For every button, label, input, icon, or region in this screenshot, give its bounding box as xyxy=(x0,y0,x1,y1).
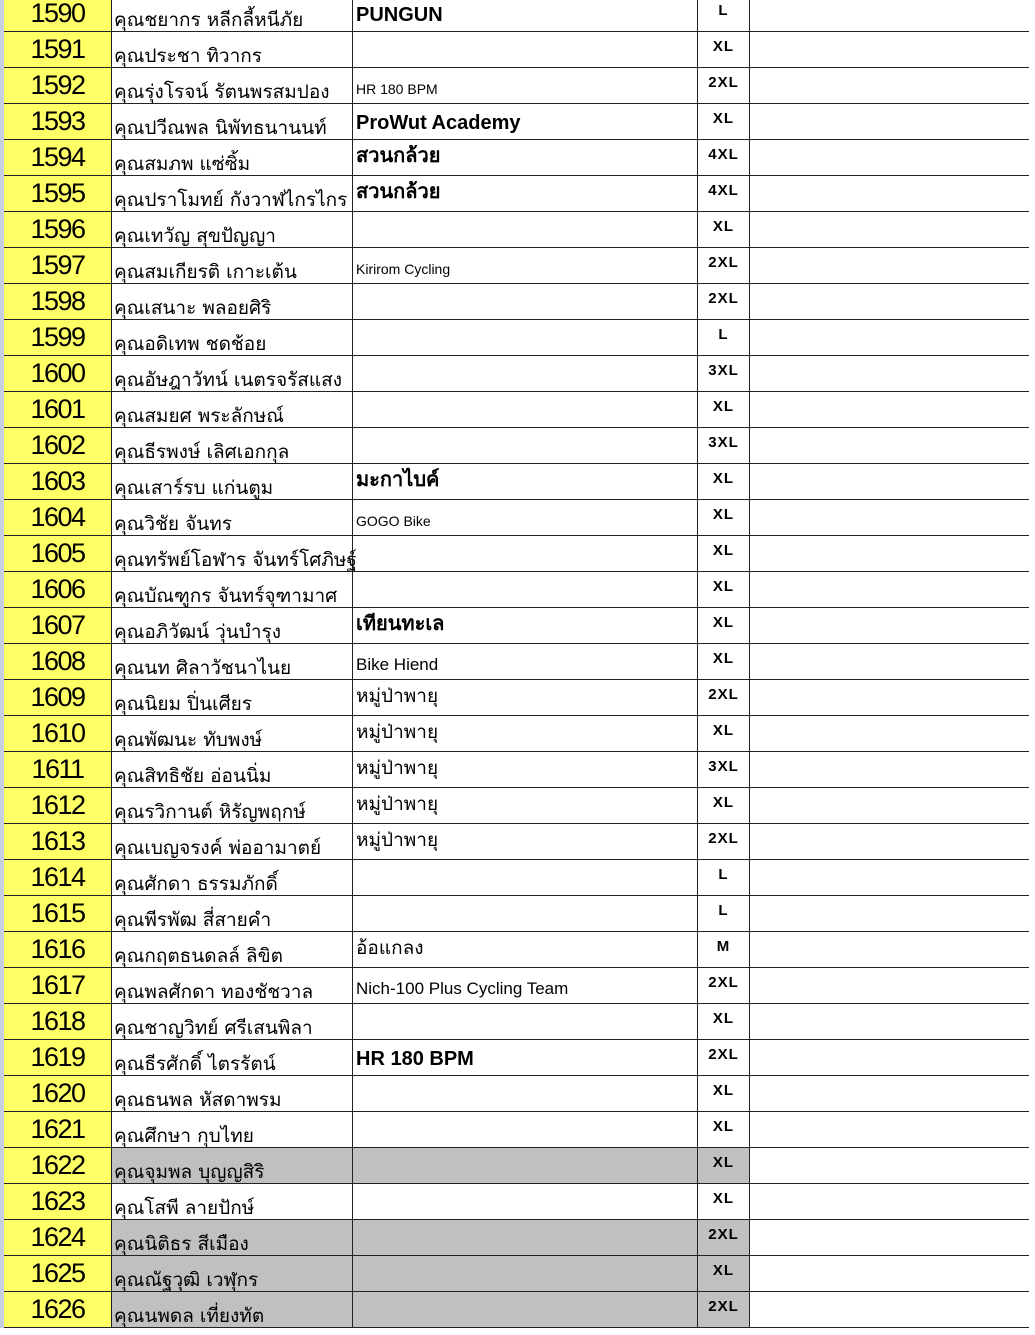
empty-cell[interactable] xyxy=(750,212,1025,247)
table-row xyxy=(4,644,1029,680)
row-number-cell[interactable]: 1597 xyxy=(4,248,112,283)
team-cell[interactable] xyxy=(353,1076,698,1111)
row-number-cell[interactable]: 1615 xyxy=(4,896,112,931)
table-row xyxy=(4,1004,1029,1040)
team-cell[interactable] xyxy=(353,392,698,427)
table-row xyxy=(4,608,1029,644)
row-number-cell[interactable]: 1626 xyxy=(4,1292,112,1327)
table-row xyxy=(4,284,1029,320)
name-cell[interactable]: คุณกฤตธนดลล์ ลิขิต xyxy=(112,932,353,967)
row-number-cell[interactable]: 1600 xyxy=(4,356,112,391)
name-cell[interactable]: คุณปราโมทย์ กังวาฬไกรไกร xyxy=(112,176,353,211)
team-cell[interactable]: เทียนทะเล xyxy=(353,608,698,643)
team-cell[interactable] xyxy=(353,320,698,355)
table-row xyxy=(4,1076,1029,1112)
row-number-cell[interactable]: 1592 xyxy=(4,68,112,103)
table-row xyxy=(4,752,1029,788)
name-cell[interactable]: คุณทรัพย์โอฬาร จันทร์โศภิษฐ์ xyxy=(112,536,353,571)
table-row xyxy=(4,104,1029,140)
size-cell[interactable]: 3XL xyxy=(698,752,750,787)
team-cell[interactable]: HR 180 BPM xyxy=(353,68,698,103)
team-cell[interactable]: ProWut Academy xyxy=(353,104,698,139)
size-cell[interactable]: XL xyxy=(698,212,750,247)
empty-cell[interactable] xyxy=(750,140,1025,175)
row-number-cell[interactable]: 1605 xyxy=(4,536,112,571)
empty-cell[interactable] xyxy=(750,896,1025,931)
size-cell[interactable]: XL xyxy=(698,500,750,535)
name-cell[interactable]: คุณประชา ทิวากร xyxy=(112,32,353,67)
empty-cell[interactable] xyxy=(750,104,1025,139)
name-cell[interactable]: คุณชยากร หลีกลี้หนีภัย xyxy=(112,0,353,31)
table-row xyxy=(4,788,1029,824)
table-row xyxy=(4,536,1029,572)
team-cell[interactable] xyxy=(353,896,698,931)
name-cell[interactable]: คุณศึกษา กุบไทย xyxy=(112,1112,353,1147)
size-cell[interactable]: XL xyxy=(698,716,750,751)
name-cell[interactable]: คุณศักดา ธรรมภักดิ์ xyxy=(112,860,353,895)
name-cell[interactable]: คุณพีรพัฒ สี่สายคำ xyxy=(112,896,353,931)
size-cell[interactable]: L xyxy=(698,896,750,931)
row-number-cell[interactable]: 1594 xyxy=(4,140,112,175)
empty-cell[interactable] xyxy=(750,428,1025,463)
row-number-cell[interactable]: 1599 xyxy=(4,320,112,355)
name-cell[interactable]: คุณณัฐวุฒิ เวฬุกร xyxy=(112,1256,353,1291)
name-cell[interactable]: คุณปวีณพล นิพัทธนานนท์ xyxy=(112,104,353,139)
row-number-cell[interactable]: 1606 xyxy=(4,572,112,607)
row-number-cell[interactable]: 1616 xyxy=(4,932,112,967)
empty-cell[interactable] xyxy=(750,320,1025,355)
table-row xyxy=(4,1112,1029,1148)
table-row xyxy=(4,392,1029,428)
row-number-cell[interactable]: 1604 xyxy=(4,500,112,535)
name-cell[interactable]: คุณวิชัย จันทร xyxy=(112,500,353,535)
table-row xyxy=(4,248,1029,284)
table-row xyxy=(4,176,1029,212)
table-row xyxy=(4,860,1029,896)
size-cell[interactable]: XL xyxy=(698,788,750,823)
row-number-cell[interactable]: 1622 xyxy=(4,1148,112,1183)
empty-cell[interactable] xyxy=(750,0,1025,31)
size-cell[interactable]: XL xyxy=(698,32,750,67)
table-row xyxy=(4,32,1029,68)
team-cell[interactable] xyxy=(353,32,698,67)
table-row xyxy=(4,968,1029,1004)
row-number-cell[interactable]: 1595 xyxy=(4,176,112,211)
table-row xyxy=(4,212,1029,248)
table-row xyxy=(4,500,1029,536)
row-number-cell[interactable]: 1614 xyxy=(4,860,112,895)
team-cell[interactable]: หมู่ป่าพายุ xyxy=(353,788,698,823)
row-number-cell[interactable]: 1591 xyxy=(4,32,112,67)
name-cell[interactable]: คุณธีรศักดิ์ ไตรรัตน์ xyxy=(112,1040,353,1075)
team-cell[interactable] xyxy=(353,572,698,607)
name-cell[interactable]: คุณโสพี ลายปักษ์ xyxy=(112,1184,353,1219)
name-cell[interactable]: คุณจุมพล บุญญสิริ xyxy=(112,1148,353,1183)
team-cell[interactable] xyxy=(353,356,698,391)
team-cell[interactable] xyxy=(353,1292,698,1327)
table-row xyxy=(4,896,1029,932)
table-row xyxy=(4,356,1029,392)
size-cell[interactable]: 2XL xyxy=(698,1040,750,1075)
table-row xyxy=(4,1040,1029,1076)
table-row xyxy=(4,680,1029,716)
team-cell[interactable] xyxy=(353,428,698,463)
name-cell[interactable]: คุณนิติธร สีเมือง xyxy=(112,1220,353,1255)
row-number-cell[interactable]: 1623 xyxy=(4,1184,112,1219)
name-cell[interactable]: คุณอดิเทพ ชดช้อย xyxy=(112,320,353,355)
empty-cell[interactable] xyxy=(750,1256,1025,1291)
size-cell[interactable]: XL xyxy=(698,464,750,499)
row-number-cell[interactable]: 1602 xyxy=(4,428,112,463)
row-number-cell[interactable]: 1610 xyxy=(4,716,112,751)
row-number-cell[interactable]: 1612 xyxy=(4,788,112,823)
team-cell[interactable] xyxy=(353,1148,698,1183)
size-cell[interactable]: 2XL xyxy=(698,680,750,715)
name-cell[interactable]: คุณรวิกานต์ หิรัญพฤกษ์ xyxy=(112,788,353,823)
row-number-cell[interactable]: 1625 xyxy=(4,1256,112,1291)
size-cell[interactable]: L xyxy=(698,860,750,895)
table-row xyxy=(4,1184,1029,1220)
row-number-cell[interactable]: 1598 xyxy=(4,284,112,319)
size-cell[interactable]: 4XL xyxy=(698,176,750,211)
row-number-cell[interactable]: 1618 xyxy=(4,1004,112,1039)
empty-cell[interactable] xyxy=(750,968,1025,1003)
size-cell[interactable]: 2XL xyxy=(698,248,750,283)
row-number-cell[interactable]: 1624 xyxy=(4,1220,112,1255)
row-number-cell[interactable]: 1608 xyxy=(4,644,112,679)
team-cell[interactable] xyxy=(353,860,698,895)
table-row xyxy=(4,824,1029,860)
name-cell[interactable]: คุณรุ่งโรจน์ รัตนพรสมปอง xyxy=(112,68,353,103)
size-cell[interactable]: XL xyxy=(698,104,750,139)
table-row xyxy=(4,0,1029,32)
team-cell[interactable]: หมู่ป่าพายุ xyxy=(353,752,698,787)
size-cell[interactable]: XL xyxy=(698,1148,750,1183)
team-cell[interactable]: หมู่ป่าพายุ xyxy=(353,680,698,715)
name-cell[interactable]: คุณบัณฑูกร จันทร์จุฑามาศ xyxy=(112,572,353,607)
empty-cell[interactable] xyxy=(750,572,1025,607)
team-cell[interactable]: Nich-100 Plus Cycling Team xyxy=(353,968,698,1003)
size-cell[interactable]: XL xyxy=(698,1004,750,1039)
empty-cell[interactable] xyxy=(750,176,1025,211)
name-cell[interactable]: คุณเสนาะ พลอยศิริ xyxy=(112,284,353,319)
name-cell[interactable]: คุณเสาร์รบ แก่นตูม xyxy=(112,464,353,499)
empty-cell[interactable] xyxy=(750,1076,1025,1111)
empty-cell[interactable] xyxy=(750,788,1025,823)
team-cell[interactable]: หมู่ป่าพายุ xyxy=(353,824,698,859)
team-cell[interactable]: Bike Hiend xyxy=(353,644,698,679)
empty-cell[interactable] xyxy=(750,284,1025,319)
table-row xyxy=(4,464,1029,500)
name-cell[interactable]: คุณเทวัญ สุขปัญญา xyxy=(112,212,353,247)
empty-cell[interactable] xyxy=(750,1004,1025,1039)
empty-cell[interactable] xyxy=(750,680,1025,715)
name-cell[interactable]: คุณธนพล หัสดาพรม xyxy=(112,1076,353,1111)
empty-cell[interactable] xyxy=(750,356,1025,391)
team-cell[interactable]: PUNGUN xyxy=(353,0,698,31)
table-row xyxy=(4,1292,1029,1328)
team-cell[interactable] xyxy=(353,1256,698,1291)
name-cell[interactable]: คุณสิทธิชัย อ่อนนิ่ม xyxy=(112,752,353,787)
empty-cell[interactable] xyxy=(750,1040,1025,1075)
size-cell[interactable]: XL xyxy=(698,392,750,427)
empty-cell[interactable] xyxy=(750,716,1025,751)
empty-cell[interactable] xyxy=(750,860,1025,895)
row-number-cell[interactable]: 1596 xyxy=(4,212,112,247)
row-number-cell[interactable]: 1607 xyxy=(4,608,112,643)
name-cell[interactable]: คุณสมยศ พระลักษณ์ xyxy=(112,392,353,427)
team-cell[interactable] xyxy=(353,1184,698,1219)
table-row xyxy=(4,1148,1029,1184)
name-cell[interactable]: คุณสมเกียรติ เกาะเต้น xyxy=(112,248,353,283)
row-number-cell[interactable]: 1611 xyxy=(4,752,112,787)
size-cell[interactable]: 3XL xyxy=(698,356,750,391)
name-cell[interactable]: คุณเบญจรงค์ พ่ออามาตย์ xyxy=(112,824,353,859)
name-cell[interactable]: คุณสมภพ แซ่ซิ้ม xyxy=(112,140,353,175)
team-cell[interactable]: มะกาไบค์ xyxy=(353,464,698,499)
name-cell[interactable]: คุณอัษฎาวัทน์ เนตรจรัสแสง xyxy=(112,356,353,391)
empty-cell[interactable] xyxy=(750,824,1025,859)
size-cell[interactable]: XL xyxy=(698,1076,750,1111)
name-cell[interactable]: คุณพลศักดา ทองชัชวาล xyxy=(112,968,353,1003)
name-cell[interactable]: คุณธีรพงษ์ เลิศเอกกุล xyxy=(112,428,353,463)
row-number-cell[interactable]: 1621 xyxy=(4,1112,112,1147)
size-cell[interactable]: XL xyxy=(698,1256,750,1291)
table-row xyxy=(4,1256,1029,1292)
team-cell[interactable] xyxy=(353,212,698,247)
row-number-cell[interactable]: 1617 xyxy=(4,968,112,1003)
table-row xyxy=(4,140,1029,176)
empty-cell[interactable] xyxy=(750,68,1025,103)
size-cell[interactable]: L xyxy=(698,0,750,31)
empty-cell[interactable] xyxy=(750,536,1025,571)
empty-cell[interactable] xyxy=(750,752,1025,787)
empty-cell[interactable] xyxy=(750,1112,1025,1147)
empty-cell[interactable] xyxy=(750,32,1025,67)
table-row xyxy=(4,320,1029,356)
empty-cell[interactable] xyxy=(750,464,1025,499)
empty-cell[interactable] xyxy=(750,1292,1025,1327)
size-cell[interactable]: XL xyxy=(698,644,750,679)
row-number-cell[interactable]: 1601 xyxy=(4,392,112,427)
size-cell[interactable]: XL xyxy=(698,1184,750,1219)
name-cell[interactable]: คุณชาญวิทย์ ศรีเสนพิลา xyxy=(112,1004,353,1039)
table-row xyxy=(4,932,1029,968)
empty-cell[interactable] xyxy=(750,932,1025,967)
name-cell[interactable]: คุณนพดล เที่ยงทัต xyxy=(112,1292,353,1327)
row-number-cell[interactable]: 1609 xyxy=(4,680,112,715)
table-row xyxy=(4,1220,1029,1256)
empty-cell[interactable] xyxy=(750,1184,1025,1219)
size-cell[interactable]: M xyxy=(698,932,750,967)
team-cell[interactable]: GOGO Bike xyxy=(353,500,698,535)
row-number-cell[interactable]: 1593 xyxy=(4,104,112,139)
team-cell[interactable] xyxy=(353,1004,698,1039)
row-number-cell[interactable]: 1619 xyxy=(4,1040,112,1075)
name-cell[interactable]: คุณพัฒนะ ทับพงษ์ xyxy=(112,716,353,751)
size-cell[interactable]: 2XL xyxy=(698,1292,750,1327)
team-cell[interactable] xyxy=(353,1112,698,1147)
size-cell[interactable]: XL xyxy=(698,536,750,571)
size-cell[interactable]: 4XL xyxy=(698,140,750,175)
team-cell[interactable] xyxy=(353,536,698,571)
name-cell[interactable]: คุณอภิวัฒน์ วุ่นบำรุง xyxy=(112,608,353,643)
row-number-cell[interactable]: 1590 xyxy=(4,0,112,31)
table-row xyxy=(4,68,1029,104)
row-number-cell[interactable]: 1613 xyxy=(4,824,112,859)
empty-cell[interactable] xyxy=(750,1220,1025,1255)
table-row xyxy=(4,572,1029,608)
team-cell[interactable]: หมู่ป่าพายุ xyxy=(353,716,698,751)
size-cell[interactable]: 2XL xyxy=(698,284,750,319)
size-cell[interactable]: 2XL xyxy=(698,968,750,1003)
size-cell[interactable]: 3XL xyxy=(698,428,750,463)
team-cell[interactable]: อ้อแกลง xyxy=(353,932,698,967)
team-cell[interactable]: Kirirom Cycling xyxy=(353,248,698,283)
size-cell[interactable]: 2XL xyxy=(698,1220,750,1255)
size-cell[interactable]: XL xyxy=(698,608,750,643)
team-cell[interactable]: สวนกล้วย xyxy=(353,140,698,175)
team-cell[interactable] xyxy=(353,1220,698,1255)
table-row xyxy=(4,428,1029,464)
name-cell[interactable]: คุณนิยม ปิ่นเศียร xyxy=(112,680,353,715)
size-cell[interactable]: L xyxy=(698,320,750,355)
name-cell[interactable]: คุณนท ศิลาวัชนาไนย xyxy=(112,644,353,679)
row-number-cell[interactable]: 1603 xyxy=(4,464,112,499)
row-number-cell[interactable]: 1620 xyxy=(4,1076,112,1111)
empty-cell[interactable] xyxy=(750,248,1025,283)
empty-cell[interactable] xyxy=(750,608,1025,643)
empty-cell[interactable] xyxy=(750,644,1025,679)
empty-cell[interactable] xyxy=(750,1148,1025,1183)
size-cell[interactable]: 2XL xyxy=(698,824,750,859)
table-row xyxy=(4,716,1029,752)
team-cell[interactable] xyxy=(353,284,698,319)
team-cell[interactable]: HR 180 BPM xyxy=(353,1040,698,1075)
size-cell[interactable]: 2XL xyxy=(698,68,750,103)
size-cell[interactable]: XL xyxy=(698,572,750,607)
team-cell[interactable]: สวนกล้วย xyxy=(353,176,698,211)
empty-cell[interactable] xyxy=(750,500,1025,535)
size-cell[interactable]: XL xyxy=(698,1112,750,1147)
empty-cell[interactable] xyxy=(750,392,1025,427)
